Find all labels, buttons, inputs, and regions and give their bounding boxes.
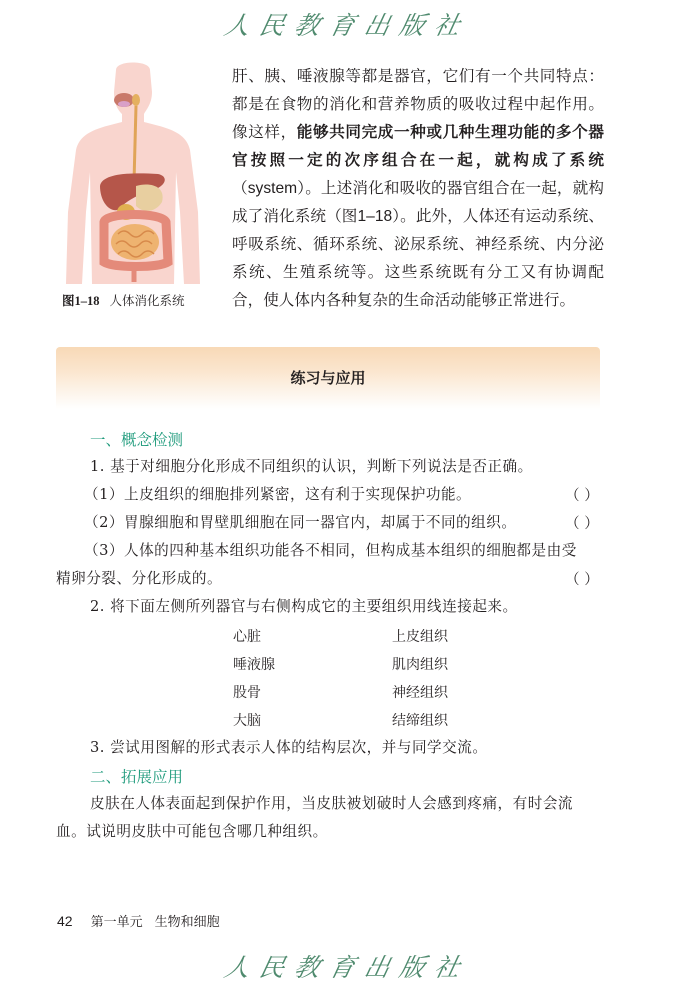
- organ-item[interactable]: 唾液腺: [233, 657, 275, 673]
- publisher-logo-top: 人民教育出版社: [221, 11, 473, 40]
- exercise-banner: [56, 347, 600, 409]
- unit-label: 第一单元: [90, 914, 143, 929]
- section-heading-extended-application: 二、拓展应用: [90, 769, 184, 786]
- question-2: 2. 将下面左侧所列器官与右侧构成它的主要组织用线连接起来。: [90, 598, 518, 615]
- question-1-item-2: （2）胃腺细胞和胃壁肌细胞在同一器官内，却属于不同的组织。: [84, 514, 517, 531]
- exercise-banner-title: 练习与应用: [290, 370, 366, 387]
- publisher-logo-bottom: 人民教育出版社: [221, 953, 473, 982]
- intro-paragraph: [232, 63, 604, 315]
- figure-caption: [62, 291, 185, 309]
- organ-item[interactable]: 大脑: [233, 713, 261, 729]
- tissue-item[interactable]: 上皮组织: [392, 629, 448, 645]
- answer-blank-3[interactable]: （ ）: [565, 571, 599, 588]
- question-1-item-3-line2: 精卵分裂、分化形成的。: [56, 570, 223, 587]
- organ-item[interactable]: 股骨: [233, 685, 261, 701]
- question-1: 1. 基于对细胞分化形成不同组织的认识，判断下列说法是否正确。: [90, 458, 533, 475]
- figure-caption-text: 人体消化系统: [109, 294, 185, 308]
- answer-blank-1[interactable]: （ ）: [565, 487, 599, 504]
- question-3: 3. 尝试用图解的形式表示人体的结构层次，并与同学交流。: [90, 739, 488, 756]
- tissue-item[interactable]: 神经组织: [392, 685, 448, 701]
- digestive-system-figure: [58, 62, 208, 284]
- extension-question-line1: 皮肤在人体表面起到保护作用，当皮肤被划破时人会感到疼痛，有时会流: [90, 795, 574, 812]
- answer-blank-2[interactable]: （ ）: [565, 515, 599, 532]
- page-footer: [57, 911, 220, 930]
- digestive-system-illustration: [58, 62, 208, 284]
- tissue-item[interactable]: 肌肉组织: [392, 657, 448, 673]
- intro-text-part2: （system）。上述消化和吸收的器官组合在一起，就构成了消化系统（图1–18）。此外，人体还有运动系统、呼吸系统、循环系统、泌尿系统、神经系统、内分泌系统、生殖系统等。这些系统既有分工又有协调配合，使人体内各种复杂的生命活动能够正常进行。: [232, 180, 604, 309]
- intro-text-bold-definition: 能够共同完成一种或几种生理功能的多个器官按照一定的次序组合在一起，就构成了系统: [232, 124, 604, 169]
- question-1-item-3-line1: （3）人体的四种基本组织功能各不相同，但构成基本组织的细胞都是由受: [84, 542, 577, 559]
- figure-number: 图1–18: [62, 294, 100, 308]
- tissue-item[interactable]: 结缔组织: [392, 713, 448, 729]
- organ-item[interactable]: 心脏: [233, 629, 261, 645]
- intro-text-part1: 肝、胰、唾液腺等都是器官，它们有一个共同特点：都是在食物的消化和营养物质的吸收过程中起作用。像这样，: [232, 68, 604, 141]
- unit-title: 生物和细胞: [154, 914, 220, 929]
- page-number: 42: [57, 913, 73, 929]
- question-1-item-1: （1）上皮组织的细胞排列紧密，这有利于实现保护功能。: [84, 486, 472, 503]
- extension-question-line2: 血。试说明皮肤中可能包含哪几种组织。: [56, 823, 328, 840]
- section-heading-concept-check: 一、概念检测: [90, 432, 184, 449]
